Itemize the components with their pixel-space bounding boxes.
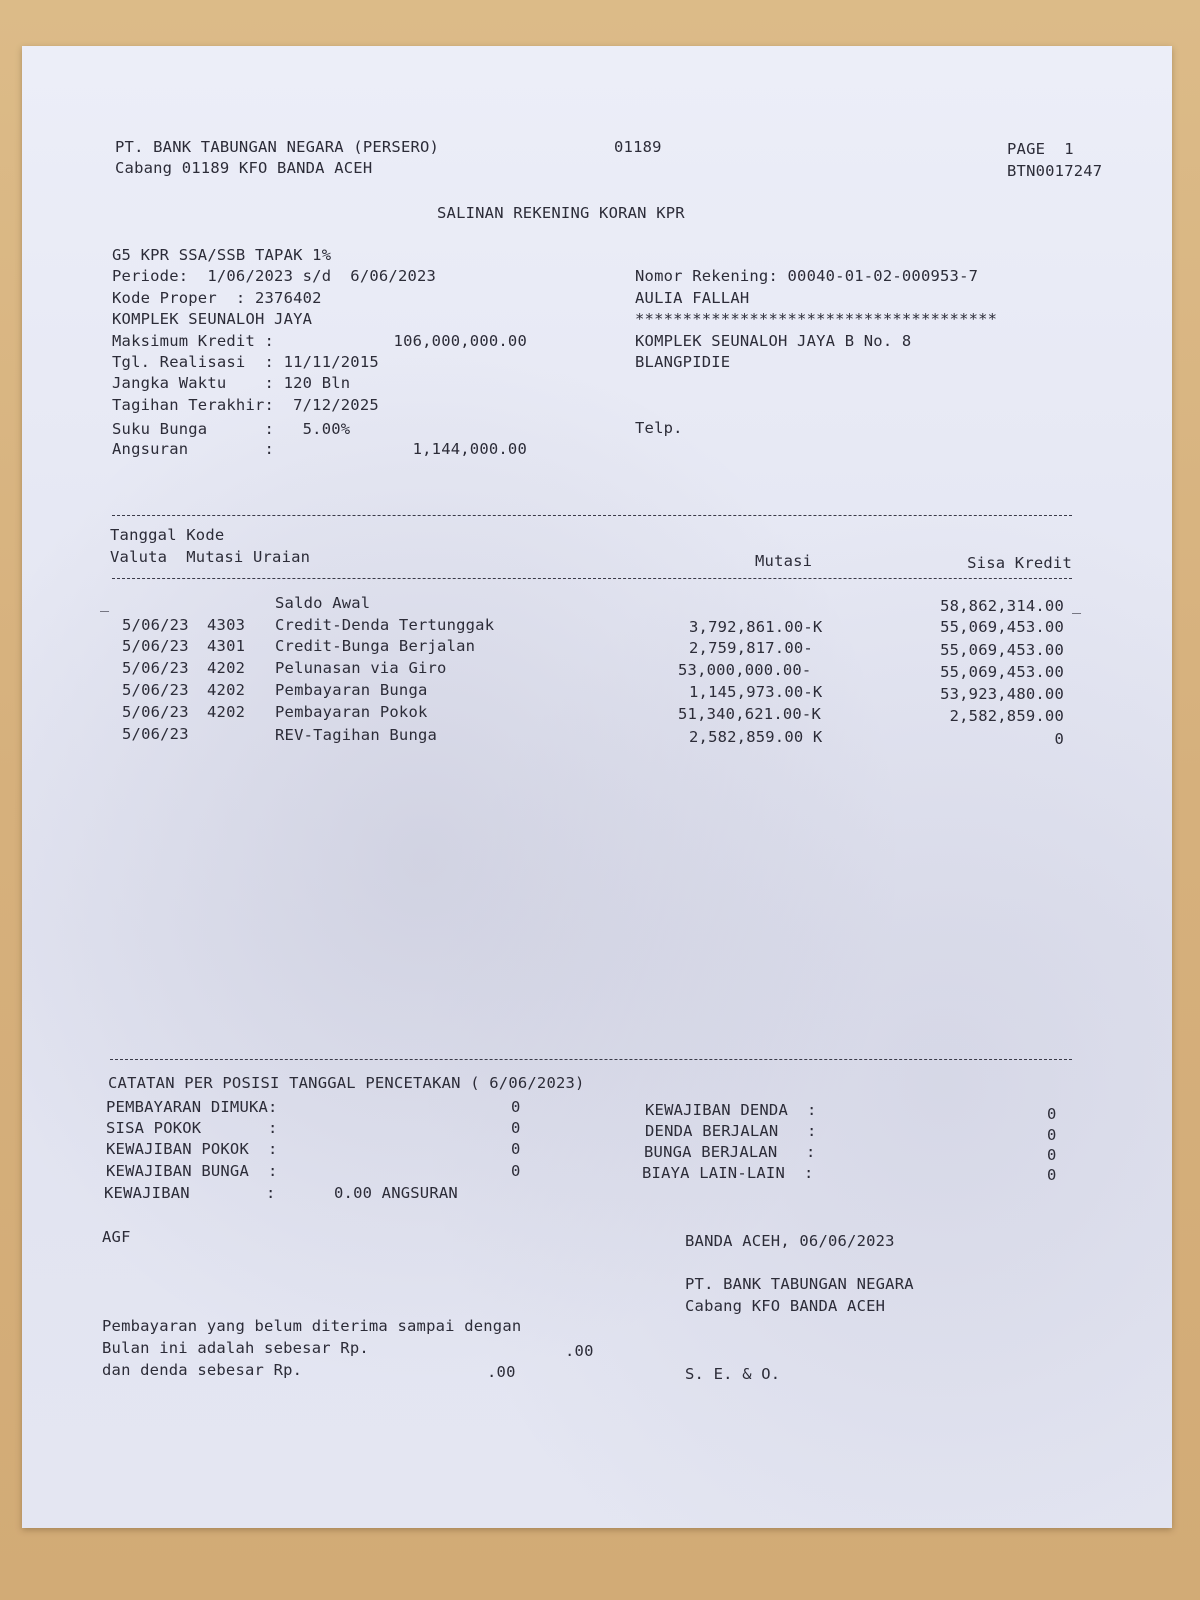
statement-paper <box>22 46 1172 1528</box>
max-credit-value: 106,000,000.00 <box>393 332 527 350</box>
summary-right-value: 0 <box>1047 1105 1057 1123</box>
row-date: 5/06/23 <box>122 681 189 699</box>
row-mutation: 2,582,859.00 K <box>689 728 823 746</box>
summary-right-label: BUNGA BERJALAN : <box>644 1143 816 1161</box>
row-remaining: 2,582,859.00 <box>949 707 1064 725</box>
summary-right-value: 0 <box>1047 1166 1057 1184</box>
place-date: BANDA ACEH, 06/06/2023 <box>685 1232 895 1250</box>
table-header-divider <box>112 578 1072 579</box>
kewajiban-label: KEWAJIBAN : <box>104 1184 276 1202</box>
payment-note-line-2: Bulan ini adalah sebesar Rp. <box>102 1339 369 1357</box>
account-number: Nomor Rekening: 00040-01-02-000953-7 <box>635 267 979 285</box>
officer-code: AGF <box>102 1228 131 1246</box>
summary-divider <box>110 1059 1072 1060</box>
row-description: Credit-Denda Tertunggak <box>275 616 495 634</box>
row-mutation: 53,000,000.00- <box>678 661 812 679</box>
interest-rate: Suku Bunga : 5.00% <box>112 420 351 438</box>
footer-bank-name: PT. BANK TABUNGAN NEGARA <box>685 1275 914 1293</box>
row-code: 4202 <box>207 681 246 699</box>
row-description: Pembayaran Pokok <box>275 703 428 721</box>
col-header-currency-desc: Valuta Mutasi Uraian <box>110 548 311 566</box>
kewajiban-value: 0.00 ANGSURAN <box>334 1184 458 1202</box>
summary-right-value: 0 <box>1047 1126 1057 1144</box>
max-credit-label: Maksimum Kredit : <box>112 332 275 350</box>
summary-left-label: PEMBAYARAN DIMUKA: <box>106 1098 278 1116</box>
kode-proper: Kode Proper : 2376402 <box>112 289 322 307</box>
row-date: 5/06/23 <box>122 725 189 743</box>
summary-left-label: KEWAJIBAN POKOK : <box>106 1140 278 1158</box>
installment-label: Angsuran : <box>112 440 275 458</box>
row-code: 4202 <box>207 703 246 721</box>
row-code: 4202 <box>207 659 246 677</box>
row-remaining: 55,069,453.00 <box>940 618 1064 636</box>
row-code: 4301 <box>207 637 246 655</box>
margin-mark-right: _ <box>1072 596 1082 614</box>
row-description: Pembayaran Bunga <box>275 681 428 699</box>
payment-note-line-3: dan denda sebesar Rp. <box>102 1361 303 1379</box>
period: Periode: 1/06/2023 s/d 6/06/2023 <box>112 267 437 285</box>
summary-left-value: 0 <box>511 1098 521 1116</box>
summary-right-label: BIAYA LAIN-LAIN : <box>642 1164 814 1182</box>
realization-date: Tgl. Realisasi : 11/11/2015 <box>112 353 379 371</box>
phone-label: Telp. <box>635 419 683 437</box>
installment-value: 1,144,000.00 <box>412 440 527 458</box>
address-line-2: BLANGPIDIE <box>635 353 731 371</box>
row-remaining: 58,862,314.00 <box>940 597 1064 615</box>
margin-mark-left: _ <box>100 594 110 612</box>
col-header-mutation: Mutasi <box>755 552 813 570</box>
row-remaining: 53,923,480.00 <box>940 685 1064 703</box>
row-remaining: 55,069,453.00 <box>940 663 1064 681</box>
payment-note-line-1: Pembayaran yang belum diterima sampai dengan <box>102 1317 522 1335</box>
col-header-date-code: Tanggal Kode <box>110 526 225 544</box>
row-remaining: 0 <box>1054 730 1064 748</box>
errors-omissions-note: S. E. & O. <box>685 1365 781 1383</box>
row-mutation: 2,759,817.00- <box>689 639 813 657</box>
header-divider <box>112 515 1072 516</box>
account-holder: AULIA FALLAH <box>635 289 750 307</box>
summary-left-value: 0 <box>511 1119 521 1137</box>
row-remaining: 55,069,453.00 <box>940 641 1064 659</box>
row-description: REV-Tagihan Bunga <box>275 726 438 744</box>
row-date: 5/06/23 <box>122 616 189 634</box>
summary-right-label: DENDA BERJALAN : <box>645 1122 817 1140</box>
payment-note-amount: .00 <box>565 1342 594 1360</box>
row-mutation: 3,792,861.00-K <box>689 618 823 636</box>
penalty-note-amount: .00 <box>487 1363 516 1381</box>
last-bill: Tagihan Terakhir: 7/12/2025 <box>112 396 379 414</box>
branch-code: 01189 <box>614 138 662 156</box>
col-header-remaining-credit: Sisa Kredit <box>967 554 1072 572</box>
document-id: BTN0017247 <box>1007 162 1103 180</box>
summary-right-label: KEWAJIBAN DENDA : <box>645 1101 817 1119</box>
row-description: Credit-Bunga Berjalan <box>275 637 476 655</box>
bank-name: PT. BANK TABUNGAN NEGARA (PERSERO) <box>115 138 440 156</box>
address-line-1: KOMPLEK SEUNALOH JAYA B No. 8 <box>635 332 912 350</box>
summary-right-value: 0 <box>1047 1146 1057 1164</box>
branch-name: Cabang 01189 KFO BANDA ACEH <box>115 159 373 177</box>
summary-title: CATATAN PER POSISI TANGGAL PENCETAKAN ( 6/06/2023) <box>108 1074 585 1092</box>
page-number: PAGE 1 <box>1007 140 1074 158</box>
page-title: SALINAN REKENING KORAN KPR <box>437 204 685 222</box>
row-date: 5/06/23 <box>122 659 189 677</box>
product-name: G5 KPR SSA/SSB TAPAK 1% <box>112 246 332 264</box>
row-date: 5/06/23 <box>122 703 189 721</box>
summary-left-label: SISA POKOK : <box>106 1119 278 1137</box>
row-code: 4303 <box>207 616 246 634</box>
row-mutation: 1,145,973.00-K <box>689 683 823 701</box>
footer-branch-name: Cabang KFO BANDA ACEH <box>685 1297 886 1315</box>
complex-name: KOMPLEK SEUNALOH JAYA <box>112 310 313 328</box>
row-mutation: 51,340,621.00-K <box>678 705 821 723</box>
summary-left-label: KEWAJIBAN BUNGA : <box>106 1162 278 1180</box>
row-description: Pelunasan via Giro <box>275 659 447 677</box>
summary-left-value: 0 <box>511 1162 521 1180</box>
term: Jangka Waktu : 120 Bln <box>112 374 351 392</box>
row-description: Saldo Awal <box>275 594 371 612</box>
masked-line: ************************************** <box>635 310 998 328</box>
row-date: 5/06/23 <box>122 637 189 655</box>
summary-left-value: 0 <box>511 1140 521 1158</box>
